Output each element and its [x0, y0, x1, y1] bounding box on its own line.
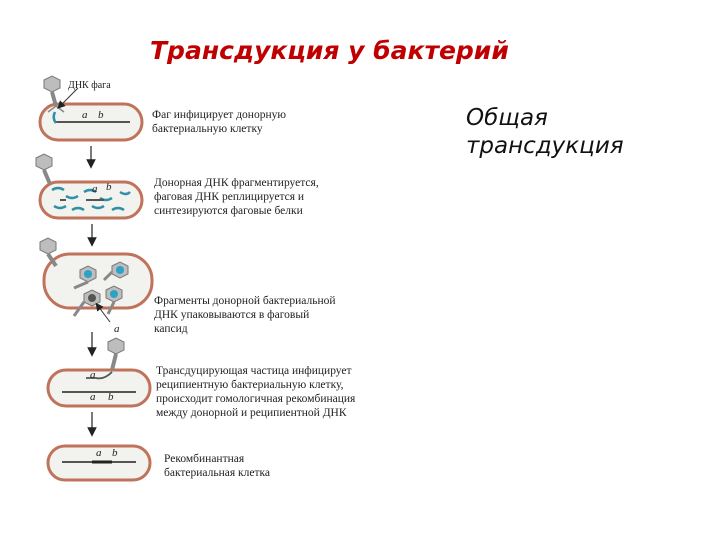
- step-5-caption: Рекомбинантная бактериальная клетка: [164, 453, 271, 479]
- step-2-illustration: [36, 154, 142, 218]
- gene-b-1: b: [98, 109, 104, 121]
- step-1-caption: Фаг инфицирует донорную бактериальную клетку: [152, 109, 286, 135]
- step-4-caption: Трансдуцирующая частица инфицирует реципиентную бактериальную клетку, происходит гомологичная рекомбинация между донорной и реципиентной ДНК: [156, 365, 356, 419]
- cell-4: [48, 370, 150, 406]
- step-5-illustration: [48, 446, 150, 480]
- page-title: Трансдукция у бактерий: [150, 36, 509, 65]
- phage-3: [40, 238, 56, 266]
- gene-a-2: a: [92, 183, 98, 195]
- phage-2: [36, 154, 52, 184]
- side-label-line-2: трансдукция: [466, 133, 624, 159]
- step-3-illustration: [40, 238, 152, 335]
- side-label-line-1: Общая: [466, 105, 548, 131]
- gene-b-4: b: [108, 391, 114, 403]
- step-3-caption: Фрагменты донорной бактериальной ДНК упаковываются в фаговый капсид: [154, 295, 336, 335]
- gene-b-2: b: [106, 181, 112, 193]
- step-4-illustration: [48, 338, 150, 406]
- gene-a-3: a: [114, 323, 120, 335]
- gene-b-5: b: [112, 447, 118, 459]
- step-2-caption: Донорная ДНК фрагментируется, фаговая ДНК реплицируется и синтезируются фаговые белки: [154, 177, 319, 217]
- gene-a-4: a: [90, 391, 96, 403]
- step-1-illustration: [40, 76, 142, 140]
- transducing-particle: [108, 338, 124, 370]
- gene-a-5: a: [96, 447, 102, 459]
- gene-a-4-top: a: [90, 369, 96, 381]
- gene-a-1: a: [82, 109, 88, 121]
- phage-dna-label: ДНК фага: [68, 80, 111, 91]
